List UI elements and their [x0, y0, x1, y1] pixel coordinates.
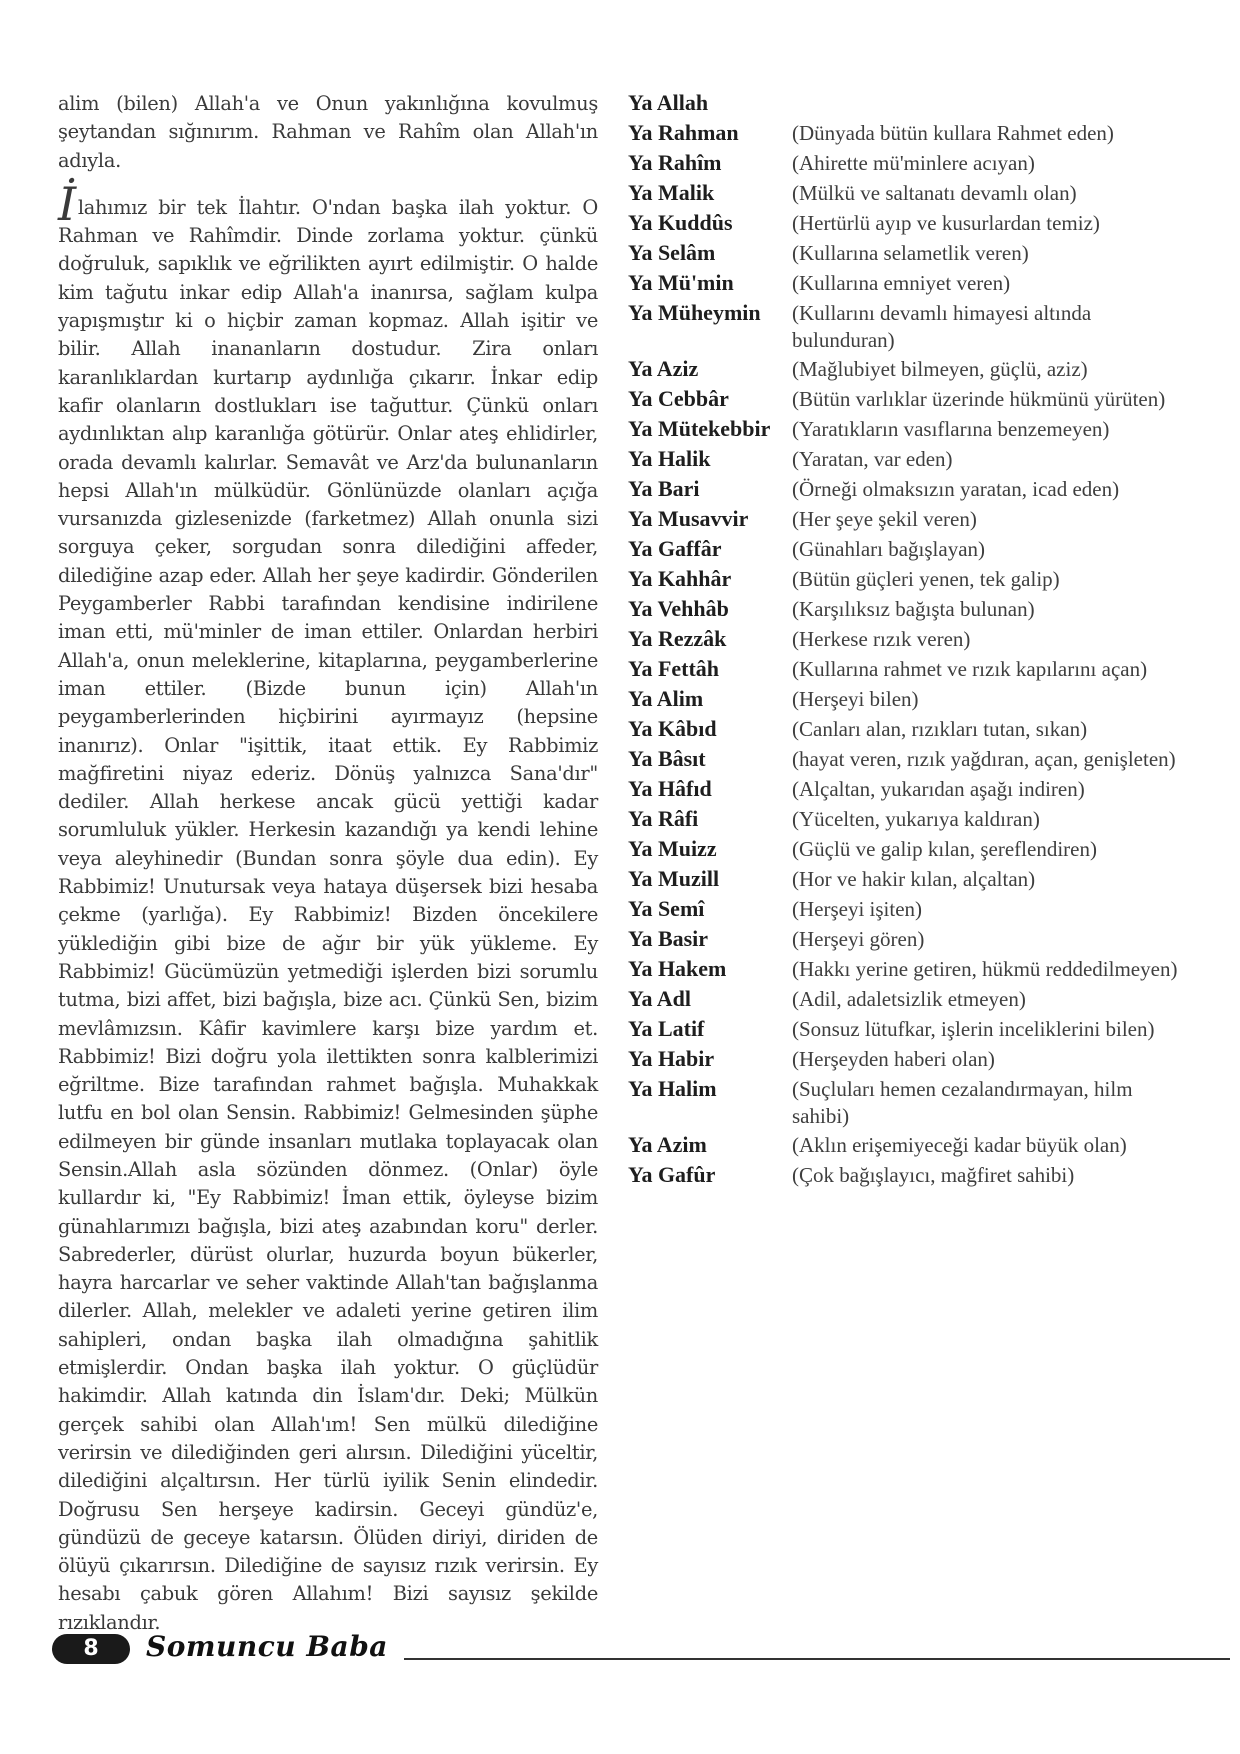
name-meaning: (Dünyada bütün kullara Rahmet eden) — [792, 121, 1114, 145]
name-meaning: (Hakkı yerine getiren, hükmü reddedilmeyen) — [792, 957, 1178, 981]
divine-name: Ya Mütekebbir — [628, 416, 771, 441]
divine-name: Ya Semî — [628, 896, 705, 921]
name-row — [628, 654, 1178, 684]
divine-name: Ya Azim — [628, 1132, 707, 1157]
name-row — [628, 1074, 1178, 1130]
divine-name: Ya Habir — [628, 1046, 715, 1071]
name-meaning: (Yaratan, var eden) — [792, 447, 953, 471]
name-meaning: (Çok bağışlayıcı, mağfiret sahibi) — [792, 1163, 1075, 1187]
divine-name: Ya Allah — [628, 90, 709, 115]
name-row — [628, 354, 1178, 384]
page-footer — [52, 1630, 1182, 1670]
prayer-body-text: lahımız bir tek İlahtır. O'ndan başka ilah yoktur. O Rahman ve Rahîmdir. Dinde zorlama yoktur. çünkü doğruluk, sapıklık ve eğrilikten ayırt edilmiştir. O halde kim tağutu inkar edip Allah'a inanırsa, sağlam kulpa yapışmıştır ki o hiçbir zaman kopmaz. Allah işitir ve bilir. Allah inananların dostudur. Zira onları karanlıklardan kurtarıp aydınlığa çıkarır. İnkar edip kafir olanların dostlukları ise tağuttur. Çünkü onları aydınlıktan alıp karanlığa götürür. Onlar ateş ehlidirler, orada devamlı kalırlar. Semavât ve Arz'da bulunanların hepsi Allah'ın mülküdür. Gönlünüzde olanları açığa vursanızda gizlesenizde (farketmez) Allah onunla sizi sorguya çeker, sorgudan sonra dilediğini affeder, dilediğine azap eder. Allah her şeye kadirdir. Gönderilen Peygamberler Rabbi tarafından kendisine indirilene iman etti, mü'minler de iman ettiler. Onlardan herbiri Allah'a, onun meleklerine, kitaplarına, peygamberlerine iman ettiler. (Bizde bunun için) Allah'ın peygamberlerinden hiçbirini ayırmayız (hepsine inanırız). Onlar "işittik, itaat ettik. Ey Rabbimiz mağfiretini niyaz ederiz. Dönüş yalnızca Sana'dır" dediler. Allah herkese ancak gücü yettiği kadar sorumluluk yükler. Herkesin kazandığı ya kendi lehine veya aleyhinedir (Bundan sonra şöyle dua edin). Ey Rabbimiz! Unutursak veya hataya düşersek bizi hesaba çekme (yarlığa). Ey Rabbimiz! Bizden öncekilere yüklediğin gibi bize de ağır bir yük yükleme. Ey Rabbimiz! Gücümüzün yetmediği işlerden bizi sorumlu tutma, bizi affet, bizi bağışla, bize acı. Çünkü Sen, bizim mevlâmızsın. Kâfir kavimlere karşı bize yardım et. Rabbimiz! Bizi doğru yola ilettikten sonra kalblerimizi eğriltme. Bize tarafından rahmet bağışla. Muhakkak lutfu en bol olan Sensin. Rabbimiz! Gelmesinden şüphe edilmeyen bir günde insanları mutlaka toplayacak olan Sensin.Allah asla sözünden dönmez. (Onlar) öyle kullardır ki, "Ey Rabbimiz! İman ettik, öyleyse bizim günahlarımızı bağışla, bizi ateş azabından koru" derler. Sabrederler, dürüst olurlar, huzurda boyun bükerler, hayra harcarlar ve seher vaktinde Allah'tan bağışlanma dilerler. Allah, melekler ve adaleti yerine getiren ilim sahipleri, ondan başka ilah olmadığına şahitlik etmişlerdir. Ondan başka ilah yoktur. O güçlüdür hakimdir. Allah katında din İslam'dır. Deki; Mülkün gerçek sahibi olan Allah'ım! Sen mülkü dilediğine verirsin ve dilediğinden geri alırsın. Dilediğini yüceltir, dilediğini alçaltırsın. Her türlü iyilik Senin elindedir. Doğrusu Sen herşeye kadirsin. Geceyi gündüz'e, gündüzü de geceye katarsın. Ölüden diriyi, diriden de ölüyü çıkarırsın. Dilediğine de sayısız rızık verirsin. Ey hesabı çabuk gören Allahım! Bizi sayısız şekilde rızıklandır. — [58, 195, 598, 1634]
divine-name: Ya Halik — [628, 446, 711, 471]
drop-cap: İ — [58, 176, 76, 231]
divine-name: Ya Rahman — [628, 120, 739, 145]
divine-name: Ya Kahhâr — [628, 566, 732, 591]
name-meaning: (Mağlubiyet bilmeyen, güçlü, aziz) — [792, 357, 1088, 381]
divine-name: Ya Müheymin — [628, 300, 761, 325]
name-meaning: (Bütün varlıklar üzerinde hükmünü yürüten) — [792, 387, 1166, 411]
divine-name: Ya Râfi — [628, 806, 699, 831]
prayer-paragraph — [58, 176, 598, 1637]
name-meaning: (Her şeye şekil veren) — [792, 507, 977, 531]
name-row — [628, 1044, 1178, 1074]
name-row — [628, 804, 1178, 834]
name-row — [628, 834, 1178, 864]
name-meaning: (Günahları bağışlayan) — [792, 537, 986, 561]
divine-name: Ya Alim — [628, 686, 704, 711]
divine-name: Ya Musavvir — [628, 506, 749, 531]
name-row — [628, 444, 1178, 474]
name-meaning: (Canları alan, rızıkları tutan, sıkan) — [792, 717, 1088, 741]
name-meaning: (Yaratıkların vasıflarına benzemeyen) — [792, 417, 1110, 441]
name-row — [628, 208, 1178, 238]
divine-name: Ya Malik — [628, 180, 715, 205]
divine-name: Ya Hakem — [628, 956, 727, 981]
name-row — [628, 238, 1178, 268]
name-row — [628, 534, 1178, 564]
footer-rule — [404, 1658, 1230, 1660]
name-row — [628, 624, 1178, 654]
prayer-text-column — [58, 90, 598, 1637]
name-row — [628, 684, 1178, 714]
name-meaning: (Kullarına selametlik veren) — [792, 241, 1029, 265]
name-meaning: (Sonsuz lütufkar, işlerin inceliklerini bilen) — [792, 1017, 1155, 1041]
divine-name: Ya Adl — [628, 986, 691, 1011]
name-row — [628, 774, 1178, 804]
divine-name: Ya Rezzâk — [628, 626, 727, 651]
name-meaning: (Adil, adaletsizlik etmeyen) — [792, 987, 1026, 1011]
name-row — [628, 984, 1178, 1014]
divine-name: Ya Bari — [628, 476, 700, 501]
name-meaning: (Hertürlü ayıp ve kusurlardan temiz) — [792, 211, 1100, 235]
name-meaning — [792, 88, 1178, 90]
name-meaning: (Herşeyden haberi olan) — [792, 1047, 995, 1071]
divine-name: Ya Muzill — [628, 866, 720, 891]
divine-name: Ya Fettâh — [628, 656, 720, 681]
divine-name: Ya Kuddûs — [628, 210, 733, 235]
name-row — [628, 894, 1178, 924]
name-meaning: (Hor ve hakir kılan, alçaltan) — [792, 867, 1036, 891]
divine-name: Ya Gaffâr — [628, 536, 722, 561]
name-meaning: (Herşeyi işiten) — [792, 897, 923, 921]
name-meaning: (Yücelten, yukarıya kaldıran) — [792, 807, 1040, 831]
divine-names-list — [628, 88, 1178, 1190]
magazine-brand: Somuncu Baba — [146, 1630, 388, 1663]
name-meaning: (Alçaltan, yukarıdan aşağı indiren) — [792, 777, 1085, 801]
name-meaning: (Kullarına rahmet ve rızık kapılarını açan) — [792, 657, 1148, 681]
name-row — [628, 1160, 1178, 1190]
divine-name: Ya Bâsıt — [628, 746, 706, 771]
intro-paragraph: alim (bilen) Allah'a ve Onun yakınlığına kovulmuş şeytandan sığınırım. Rahman ve Rahîm olan Allah'ın adıyla. — [58, 92, 598, 172]
name-meaning: (Karşılıksız bağışta bulunan) — [792, 597, 1035, 621]
divine-name: Ya Rahîm — [628, 150, 722, 175]
name-row — [628, 864, 1178, 894]
divine-name: Ya Muizz — [628, 836, 717, 861]
divine-name: Ya Hâfıd — [628, 776, 712, 801]
name-row — [628, 178, 1178, 208]
name-row — [628, 1014, 1178, 1044]
name-row — [628, 148, 1178, 178]
name-row — [628, 474, 1178, 504]
divine-name: Ya Mü'min — [628, 270, 734, 295]
name-meaning: (Kullarına emniyet veren) — [792, 271, 1011, 295]
name-meaning: (Ahirette mü'minlere acıyan) — [792, 151, 1035, 175]
name-row — [628, 118, 1178, 148]
name-row — [628, 744, 1178, 774]
name-meaning: (Herşeyi bilen) — [792, 687, 919, 711]
page-number: 8 — [52, 1634, 130, 1664]
name-row — [628, 268, 1178, 298]
name-meaning: (Kullarını devamlı himayesi altında bulunduran) — [792, 301, 1092, 352]
name-row — [628, 414, 1178, 444]
name-row — [628, 564, 1178, 594]
name-meaning: (hayat veren, rızık yağdıran, açan, genişleten) — [792, 747, 1176, 771]
name-row — [628, 1130, 1178, 1160]
name-row — [628, 504, 1178, 534]
name-row — [628, 924, 1178, 954]
name-meaning: (Aklın erişemiyeceği kadar büyük olan) — [792, 1133, 1127, 1157]
name-row — [628, 714, 1178, 744]
name-row — [628, 88, 1178, 118]
name-meaning: (Örneği olmaksızın yaratan, icad eden) — [792, 477, 1120, 501]
divine-name: Ya Cebbâr — [628, 386, 729, 411]
divine-name: Ya Halim — [628, 1076, 717, 1101]
name-row — [628, 954, 1178, 984]
name-meaning: (Herşeyi gören) — [792, 927, 925, 951]
name-meaning: (Mülkü ve saltanatı devamlı olan) — [792, 181, 1077, 205]
divine-name: Ya Kâbıd — [628, 716, 717, 741]
name-meaning: (Bütün güçleri yenen, tek galip) — [792, 567, 1060, 591]
divine-name: Ya Basir — [628, 926, 709, 951]
name-meaning: (Suçluları hemen cezalandırmayan, hilm sahibi) — [792, 1077, 1133, 1128]
name-row — [628, 594, 1178, 624]
name-meaning: (Güçlü ve galip kılan, şereflendiren) — [792, 837, 1097, 861]
name-meaning: (Herkese rızık veren) — [792, 627, 971, 651]
divine-name: Ya Latif — [628, 1016, 705, 1041]
divine-name: Ya Vehhâb — [628, 596, 729, 621]
divine-name: Ya Selâm — [628, 240, 716, 265]
divine-name: Ya Gafûr — [628, 1162, 716, 1187]
name-row — [628, 384, 1178, 414]
divine-name: Ya Aziz — [628, 356, 699, 381]
name-row — [628, 298, 1178, 354]
